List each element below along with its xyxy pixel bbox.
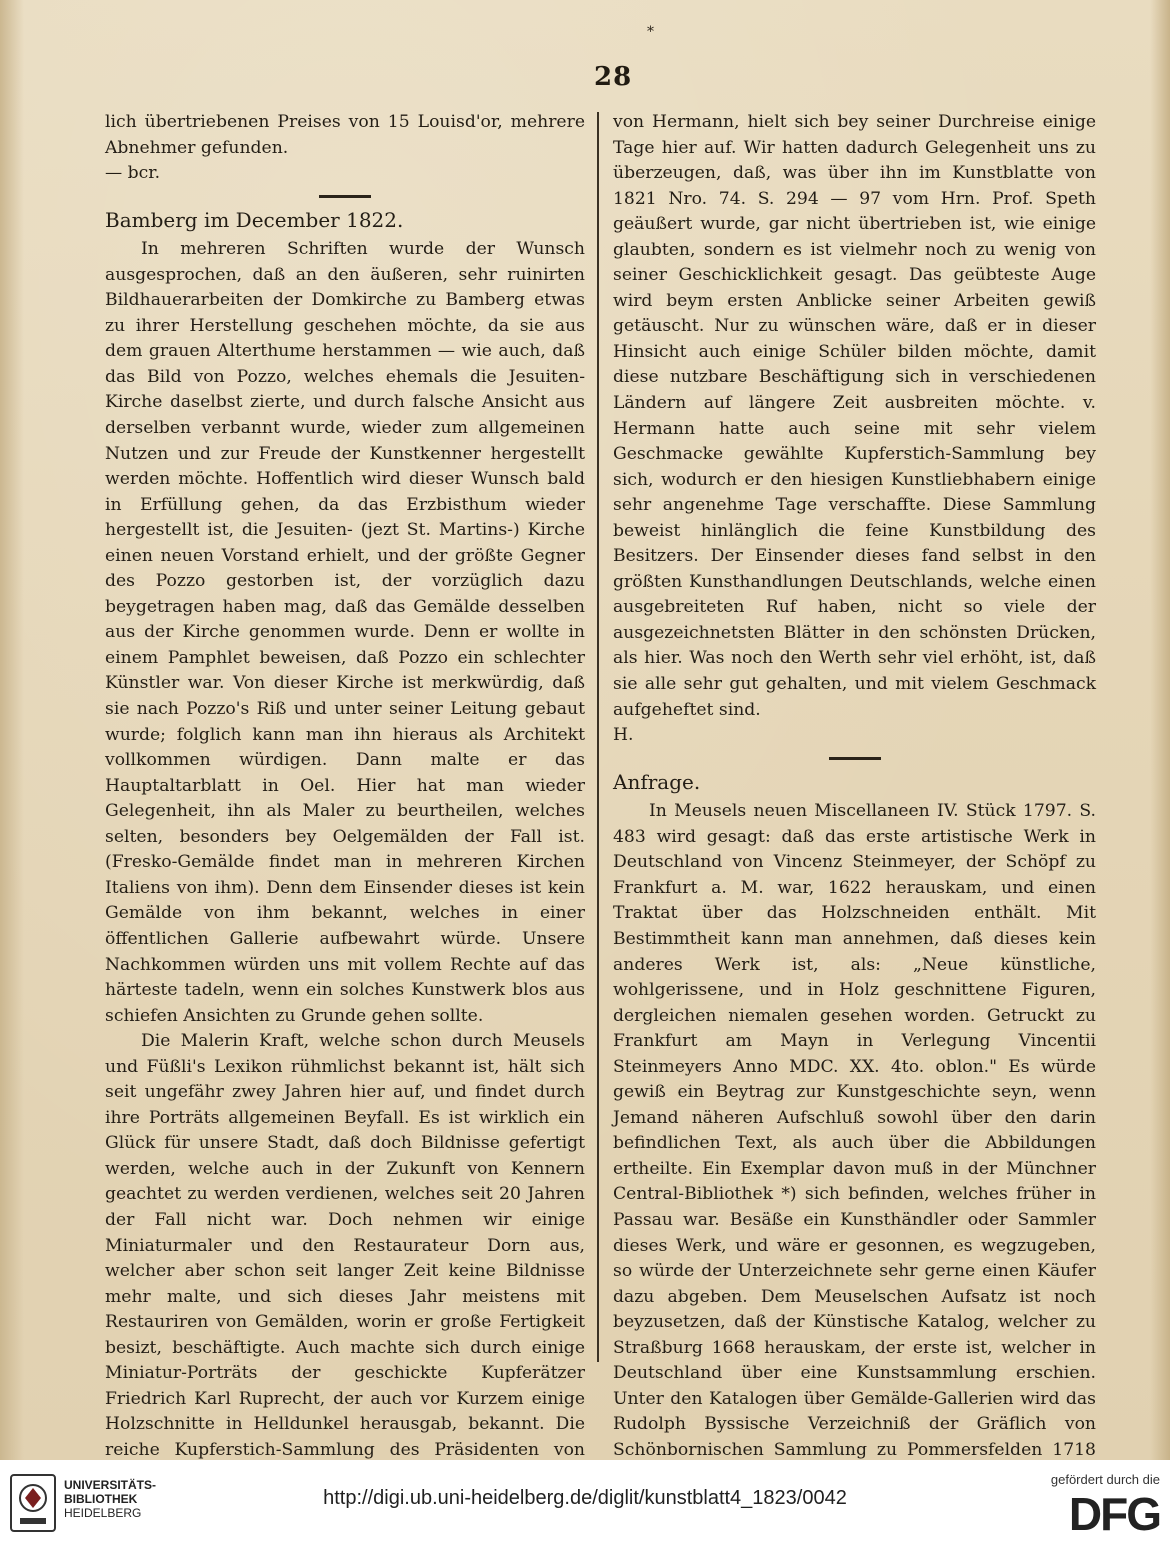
left-signature-1: — bcr. [105,163,161,184]
left-paragraph-2: In mehreren Schriften wurde der Wunsch ausgesprochen, daß an den äußeren, sehr ruinirten Bildhauerarbeiten der Domkirche zu Bamberg etwas zu ihrer Herstellung geschehen möchte, da sie aus dem grauen Alterthume herstammen — wie auch, daß das Bild von Pozzo, welches ehemals die Jesuiten-Kirche daselbst zierte, und durch falsche Ansicht aus derselben verbannt wurde, wieder zum allgemeinen Nutzen und zur Freude der Kunstkenner hergestellt werden möchte. Hoffentlich wird dieser Wunsch bald in Erfüllung gehen, da das Erzbisthum wieder hergestellt ist, die Jesuiten- (jezt St. Martins-) Kirche einen neuen Vorstand erhielt, und der größte Gegner des Pozzo gestorben ist, der vorzüglich dazu beygetragen haben mag, daß das Gemälde desselben aus der Kirche genommen wurde. Denn er wollte in einem Pamphlet beweisen, daß Pozzo ein schlechter Künstler war. Von dieser Kirche ist merkwürdig, daß sie nach Pozzo's Riß und unter seiner Leitung gebaut wurde; folglich kann man ihn hieraus als Architekt vollkommen würdigen. Dann malte er das Hauptaltarblatt in Oel. Hier hat man wieder Gelegenheit, ihn als Maler zu beurtheilen, welches selten, besonders bey Oelgemälden der Fall ist. (Fresko-Gemälde findet man in mehreren Kirchen Italiens von ihm). Denn dem Einsender dieses ist kein Gemälde von ihm bekannt, welches in einer öffentlichen Gallerie aufbewahrt würde. Unsere Nachkommen würden uns mit vollem Rechte auf das härteste tadeln, wenn ein solches Kunstwerk blos aus schiefen Ansichten zu Grunde gehen sollte. [105,239,585,1026]
institution-line-3: HEIDELBERG [64,1506,142,1520]
left-paragraph-3: Die Malerin Kraft, welche schon durch Meusels und Füßli's Lexikon rühmlichst bekannt ist, hält sich seit ungefähr zwey Jahren hier auf, und findet durch ihre Porträts allgemeinen Beyfall. Es ist wirklich ein Glück für unsere Stadt, daß doch Bildnisse gefertigt werden, welche auch in der Zukunft von Kennern geachtet zu werden verdienen, welches seit 20 Jahren der Fall nicht war. Doch nehmen wir einige Miniaturmaler und den Restaurateur Dorn aus, welcher aber schon seit langer Zeit keine Bildnisse mehr malte, und sich dieses Jahr meistens mit Restauriren von Gemälden, worin er große Fertigkeit besizt, beschäftigte. Auch machte sich durch einige Miniatur-Porträts der geschickte Kupferätzer Friedrich Karl Ruprecht, der auch vor Kurzem einige Holzschnitte in Helldunkel herausgab, bekannt. Die reiche Kupferstich-Sammlung des Präsidenten von [105,1031,585,1460]
sponsor-label: gefördert durch die [1050,1472,1160,1487]
section-divider [829,757,881,760]
institution-line-2: BIBLIOTHEK [64,1492,138,1506]
section-divider [319,195,371,198]
left-column [105,110,585,1460]
left-paragraph-1: lich übertriebenen Preises von 15 Louisd'or, mehrere Abnehmer gefunden. [105,112,585,158]
institution-line-1: UNIVERSITÄTS- [64,1478,157,1492]
article-heading-anfrage: Anfrage. [613,769,701,794]
article-heading-bamberg: Bamberg im December 1822. [105,207,404,232]
right-column [613,110,1096,1460]
page-mark: * [647,24,654,40]
right-paragraph-1: von Hermann, hielt sich bey seiner Durchreise einige Tage hier auf. Wir hatten dadurch Gelegenheit uns zu überzeugen, daß, was über ihn im Kunstblatte von 1821 Nro. 74. S. 294 — 97 vom Hrn. Prof. Speth geäußert wurde, gar nicht übertrieben ist, wie einige glaubten, sondern es ist vielmehr noch zu wenig von seiner Geschicklichkeit gesagt. Das geübteste Auge wird beym ersten Anblicke seiner Arbeiten gewiß getäuscht. Nur zu wünschen wäre, daß er in dieser Hinsicht auch einige Schüler bilden möchte, damit diese nutzbare Beschäftigung sich in verschiedenen Ländern auf längere Zeit ausbreiten möchte. v. Hermann hatte auch seine mit sehr vielem Geschmacke gewählte Kupferstich-Sammlung bey sich, wodurch er den hiesigen Kunstliebhabern einige sehr angenehme Tage verschaffte. Diese Sammlung beweist hinlänglich die feine Kunstbildung des Besitzers. Der Einsender dieses fand selbst in den größten Kunsthandlungen Deutschlands, welche einen ausgebreiteten Ruf haben, nicht so viele der ausgezeichnetsten Blätter in den schönsten Drücken, als hier. Was noch den Werth sehr viel erhöht, ist, daß sie alle sehr gut gehalten, und mit vielem Geschmack aufgeheftet sind. [613,112,1096,720]
page-url-link[interactable]: http://digi.ub.uni-heidelberg.de/diglit/kunstblatt4_1823/0042 [323,1487,847,1509]
viewer-footer [0,1460,1170,1547]
column-separator [597,112,599,1362]
page-number: 28 [594,62,633,92]
dfg-logo: DFG [1068,1488,1160,1540]
right-paragraph-2: In Meusels neuen Miscellaneen IV. Stück 1797. S. 483 wird gesagt: daß das erste artistische Werk in Deutschland von Vincenz Steinmeyer, der Schöpf zu Frankfurt a. M. war, 1622 herauskam, und einen Traktat über das Holzschneiden enthält. Mit Bestimmtheit kann man annehmen, daß dieses kein anderes Werk ist, als: „Neue künstliche, wohlgerissene, und in Holz geschnittene Figuren, dergleichen niemalen gesehen worden. Getruckt zu Frankfurt am Mayn in Verlegung Vincentii Steinmeyers Anno MDC. XX. 4to. oblon." Es würde gewiß ein Beytrag zur Kunstgeschichte seyn, wenn Jemand näheren Aufschluß sowohl über den darin befindlichen Text, als auch über die Abbildungen ertheilte. Ein Exemplar davon muß in der Münchner Central-Bibliothek *) sich befinden, welches früher in Passau war. Besäße ein Kunsthändler oder Sammler dieses Werk, und wäre er gesonnen, es wegzugeben, so würde der Unterzeichnete sehr gerne einen Käufer dazu abgeben. Dem Meuselschen Aufsatz ist noch beyzusetzen, daß der Künstische Katalog, welcher zu Straßburg 1668 herauskam, der erste ist, welcher in Deutschland über eine Kunstsammlung erschien. Unter den Katalogen über Gemälde-Gallerien wird das Rudolph Byssische Verzeichniß der Gräflich von Schönbornischen Sammlung zu Pommersfelden 1718 [613,801,1096,1460]
right-signature-1: H. [613,725,634,746]
